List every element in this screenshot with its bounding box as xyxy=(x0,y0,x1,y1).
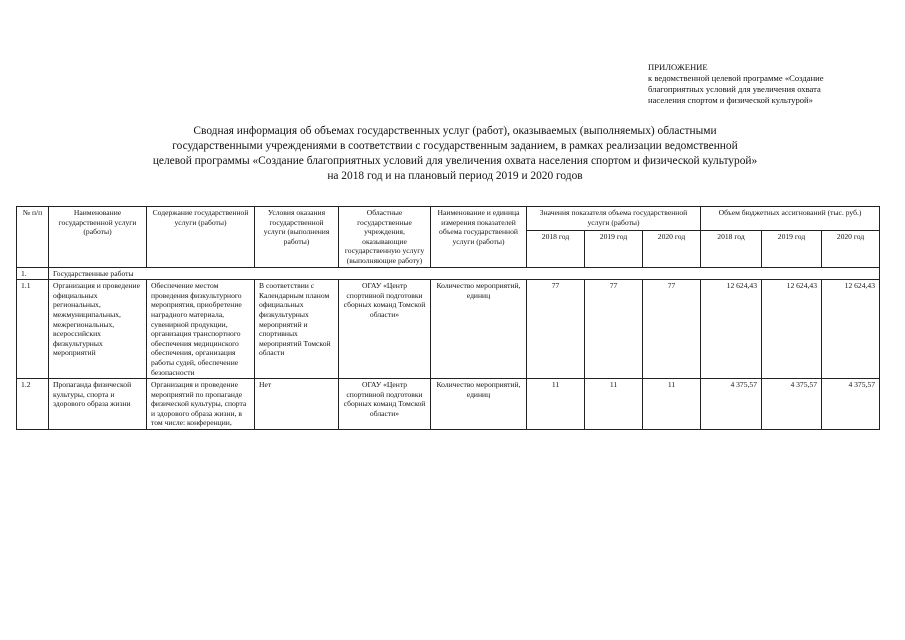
header-num: № п/п xyxy=(17,207,49,268)
title-line: на 2018 год и на плановый период 2019 и 2020 годов xyxy=(327,170,583,182)
header-year: 2020 год xyxy=(643,230,701,267)
annex-line: населения спортом и физической культурой» xyxy=(648,95,813,105)
row-budget-2019: 12 624,43 xyxy=(762,280,822,379)
row-volume-2018: 11 xyxy=(527,379,585,430)
row-num: 1.2 xyxy=(17,379,49,430)
header-indicator: Наименование и единица измерения показателей объема государственной услуги (работы) xyxy=(431,207,527,268)
annex-block xyxy=(648,62,888,106)
row-institution: ОГАУ «Центр спортивной подготовки сборных команд Томской области» xyxy=(339,280,431,379)
document-title xyxy=(120,124,790,184)
row-service-name: Пропаганда физической культуры, спорта и здорового образа жизни xyxy=(49,379,147,430)
row-budget-2018: 4 375,57 xyxy=(701,379,762,430)
row-volume-2020: 77 xyxy=(643,280,701,379)
header-row xyxy=(17,207,880,231)
annex-line: благоприятных условий для увеличения охвата xyxy=(648,84,821,94)
row-budget-2020: 12 624,43 xyxy=(822,280,880,379)
title-line: государственными учреждениями в соответствии с государственным заданием, в рамках реализации ведомственной xyxy=(172,140,738,152)
title-line: Сводная информация об объемах государственных услуг (работ), оказываемых (выполняемых) областными xyxy=(193,125,717,137)
row-volume-2020: 11 xyxy=(643,379,701,430)
section-label: Государственные работы xyxy=(49,267,880,280)
table-row xyxy=(17,280,880,379)
row-budget-2020: 4 375,57 xyxy=(822,379,880,430)
row-service-content: Организация и проведение мероприятий по пропаганде физической культуры, спорта и здорового образа жизни, в том числе: конференции, xyxy=(147,379,255,430)
annex-line: к ведомственной целевой программе «Создание xyxy=(648,73,824,83)
table-row xyxy=(17,379,880,430)
row-budget-2019: 4 375,57 xyxy=(762,379,822,430)
header-year: 2019 год xyxy=(585,230,643,267)
row-indicator: Количество мероприятий, единиц xyxy=(431,280,527,379)
row-service-content: Обеспечение местом проведения физкультурного мероприятия, приобретение наградного материала, сувенирной продукции, организация транспортного обеспечения медицинского обеспечения, организация работы судей, обеспечение безопасности xyxy=(147,280,255,379)
annex-heading: ПРИЛОЖЕНИЕ xyxy=(648,62,708,72)
services-table xyxy=(16,206,880,430)
header-institutions: Областные государственные учреждения, оказывающие государственную услугу (выполняющие работу) xyxy=(339,207,431,268)
header-year: 2020 год xyxy=(822,230,880,267)
header-budget-group: Объем бюджетных ассигнований (тыс. руб.) xyxy=(701,207,880,231)
row-conditions: В соответствии с Календарным планом официальных физкультурных мероприятий и спортивных мероприятий Томской области xyxy=(255,280,339,379)
row-budget-2018: 12 624,43 xyxy=(701,280,762,379)
row-volume-2018: 77 xyxy=(527,280,585,379)
section-row xyxy=(17,267,880,280)
row-indicator: Количество мероприятий, единиц xyxy=(431,379,527,430)
row-num: 1.1 xyxy=(17,280,49,379)
header-year: 2018 год xyxy=(701,230,762,267)
row-volume-2019: 77 xyxy=(585,280,643,379)
row-institution: ОГАУ «Центр спортивной подготовки сборных команд Томской области» xyxy=(339,379,431,430)
header-year: 2018 год xyxy=(527,230,585,267)
header-service-content: Содержание государственной услуги (работы) xyxy=(147,207,255,268)
title-line: целевой программы «Создание благоприятных условий для увеличения охвата населения спортом и физической культурой» xyxy=(152,155,758,167)
section-num: 1. xyxy=(17,267,49,280)
header-conditions: Условия оказания государственной услуги (выполнения работы) xyxy=(255,207,339,268)
header-service-name: Наименование государственной услуги (работы) xyxy=(49,207,147,268)
header-year: 2019 год xyxy=(762,230,822,267)
row-conditions: Нет xyxy=(255,379,339,430)
header-volume-group: Значения показателя объема государственной услуги (работы) xyxy=(527,207,701,231)
row-volume-2019: 11 xyxy=(585,379,643,430)
row-service-name: Организация и проведение официальных региональных, межмуниципальных, межрегиональных, всероссийских физкультурных мероприятий xyxy=(49,280,147,379)
